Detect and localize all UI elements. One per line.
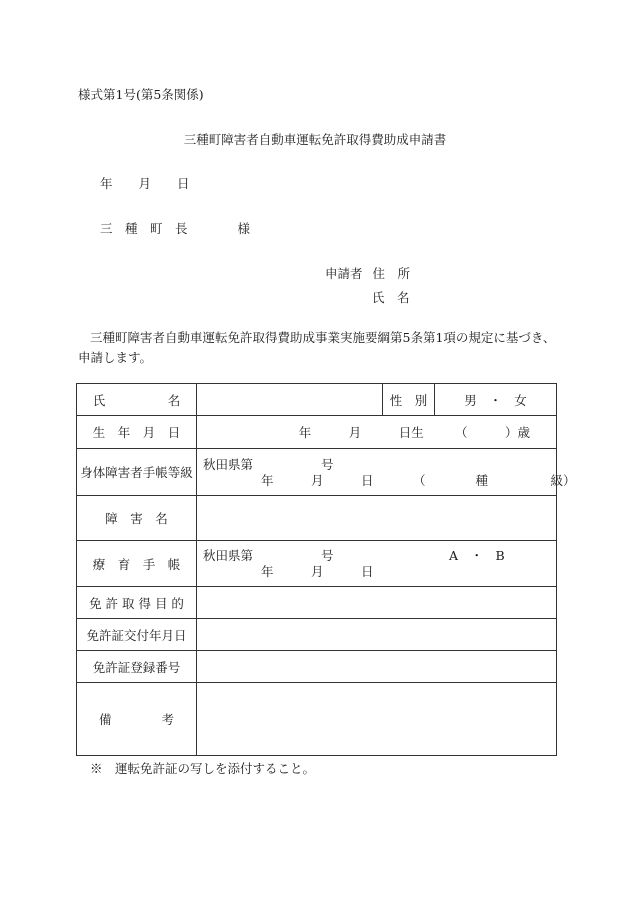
handbook-pref: 秋田県第	[203, 457, 254, 472]
row-issue-date	[77, 619, 557, 651]
remarks-field[interactable]	[197, 683, 557, 756]
issue-date-label: 免許証交付年月日	[77, 619, 197, 651]
disability-label: 障 害 名	[77, 496, 197, 541]
ryoiku-field[interactable]	[197, 541, 557, 587]
applicant-name-label: 氏 名	[372, 290, 410, 305]
name-label: 氏 名	[77, 384, 197, 416]
row-purpose	[77, 587, 557, 619]
license-no-label: 免許証登録番号	[77, 651, 197, 683]
gender-label: 性 別	[383, 384, 435, 416]
applicant-label: 申請者	[325, 266, 363, 281]
gender-options[interactable]: 男 ・ 女	[435, 384, 557, 416]
purpose-field[interactable]	[197, 587, 557, 619]
date-line	[100, 176, 190, 191]
birth-label: 生 年 月 日	[77, 416, 197, 449]
date-month: 月	[138, 176, 152, 191]
body-text: 三種町障害者自動車運転免許取得費助成事業実施要綱第5条第1項の規定に基づき、申請します。	[78, 330, 556, 365]
issue-date-field[interactable]	[197, 619, 557, 651]
row-disability	[77, 496, 557, 541]
row-ryoiku	[77, 541, 557, 587]
date-day: 日	[177, 176, 190, 191]
row-birth	[77, 416, 557, 449]
handbook-label: 身体障害者手帳等級	[77, 449, 197, 496]
license-no-field[interactable]	[197, 651, 557, 683]
handbook-grade: （ 種 級）	[413, 473, 576, 488]
ryoiku-date: 年 月 日	[261, 564, 374, 579]
ryoiku-pref: 秋田県第	[203, 548, 254, 563]
handbook-no: 号	[321, 457, 334, 472]
honorific: 様	[237, 221, 251, 236]
form-number: 様式第1号(第5条関係)	[78, 87, 204, 102]
town-mayor: 三 種 町 長	[100, 221, 188, 236]
row-handbook	[77, 449, 557, 496]
application-table	[76, 383, 576, 756]
attachment-note: ※ 運転免許証の写しを添付すること。	[90, 761, 316, 776]
name-field[interactable]	[197, 384, 383, 416]
purpose-label: 免 許 取 得 目 的	[77, 587, 197, 619]
remarks-label: 備 考	[77, 683, 197, 756]
applicant-address-label: 住 所	[372, 266, 411, 281]
row-remarks	[77, 683, 557, 756]
document-title: 三種町障害者自動車運転免許取得費助成申請書	[183, 132, 447, 147]
addressee	[100, 221, 250, 236]
handbook-date: 年 月 日	[261, 473, 374, 488]
ryoiku-label: 療 育 手 帳	[77, 541, 197, 587]
date-year: 年	[100, 176, 113, 191]
ryoiku-no: 号	[321, 548, 334, 563]
ryoiku-grade: A ・ B	[449, 548, 505, 563]
birth-field[interactable]: 年 月 日生 （ ）歳	[197, 416, 557, 449]
row-license-no	[77, 651, 557, 683]
disability-field[interactable]	[197, 496, 557, 541]
row-name	[77, 384, 557, 416]
applicant-address-line	[325, 266, 410, 281]
handbook-field[interactable]	[197, 449, 576, 496]
